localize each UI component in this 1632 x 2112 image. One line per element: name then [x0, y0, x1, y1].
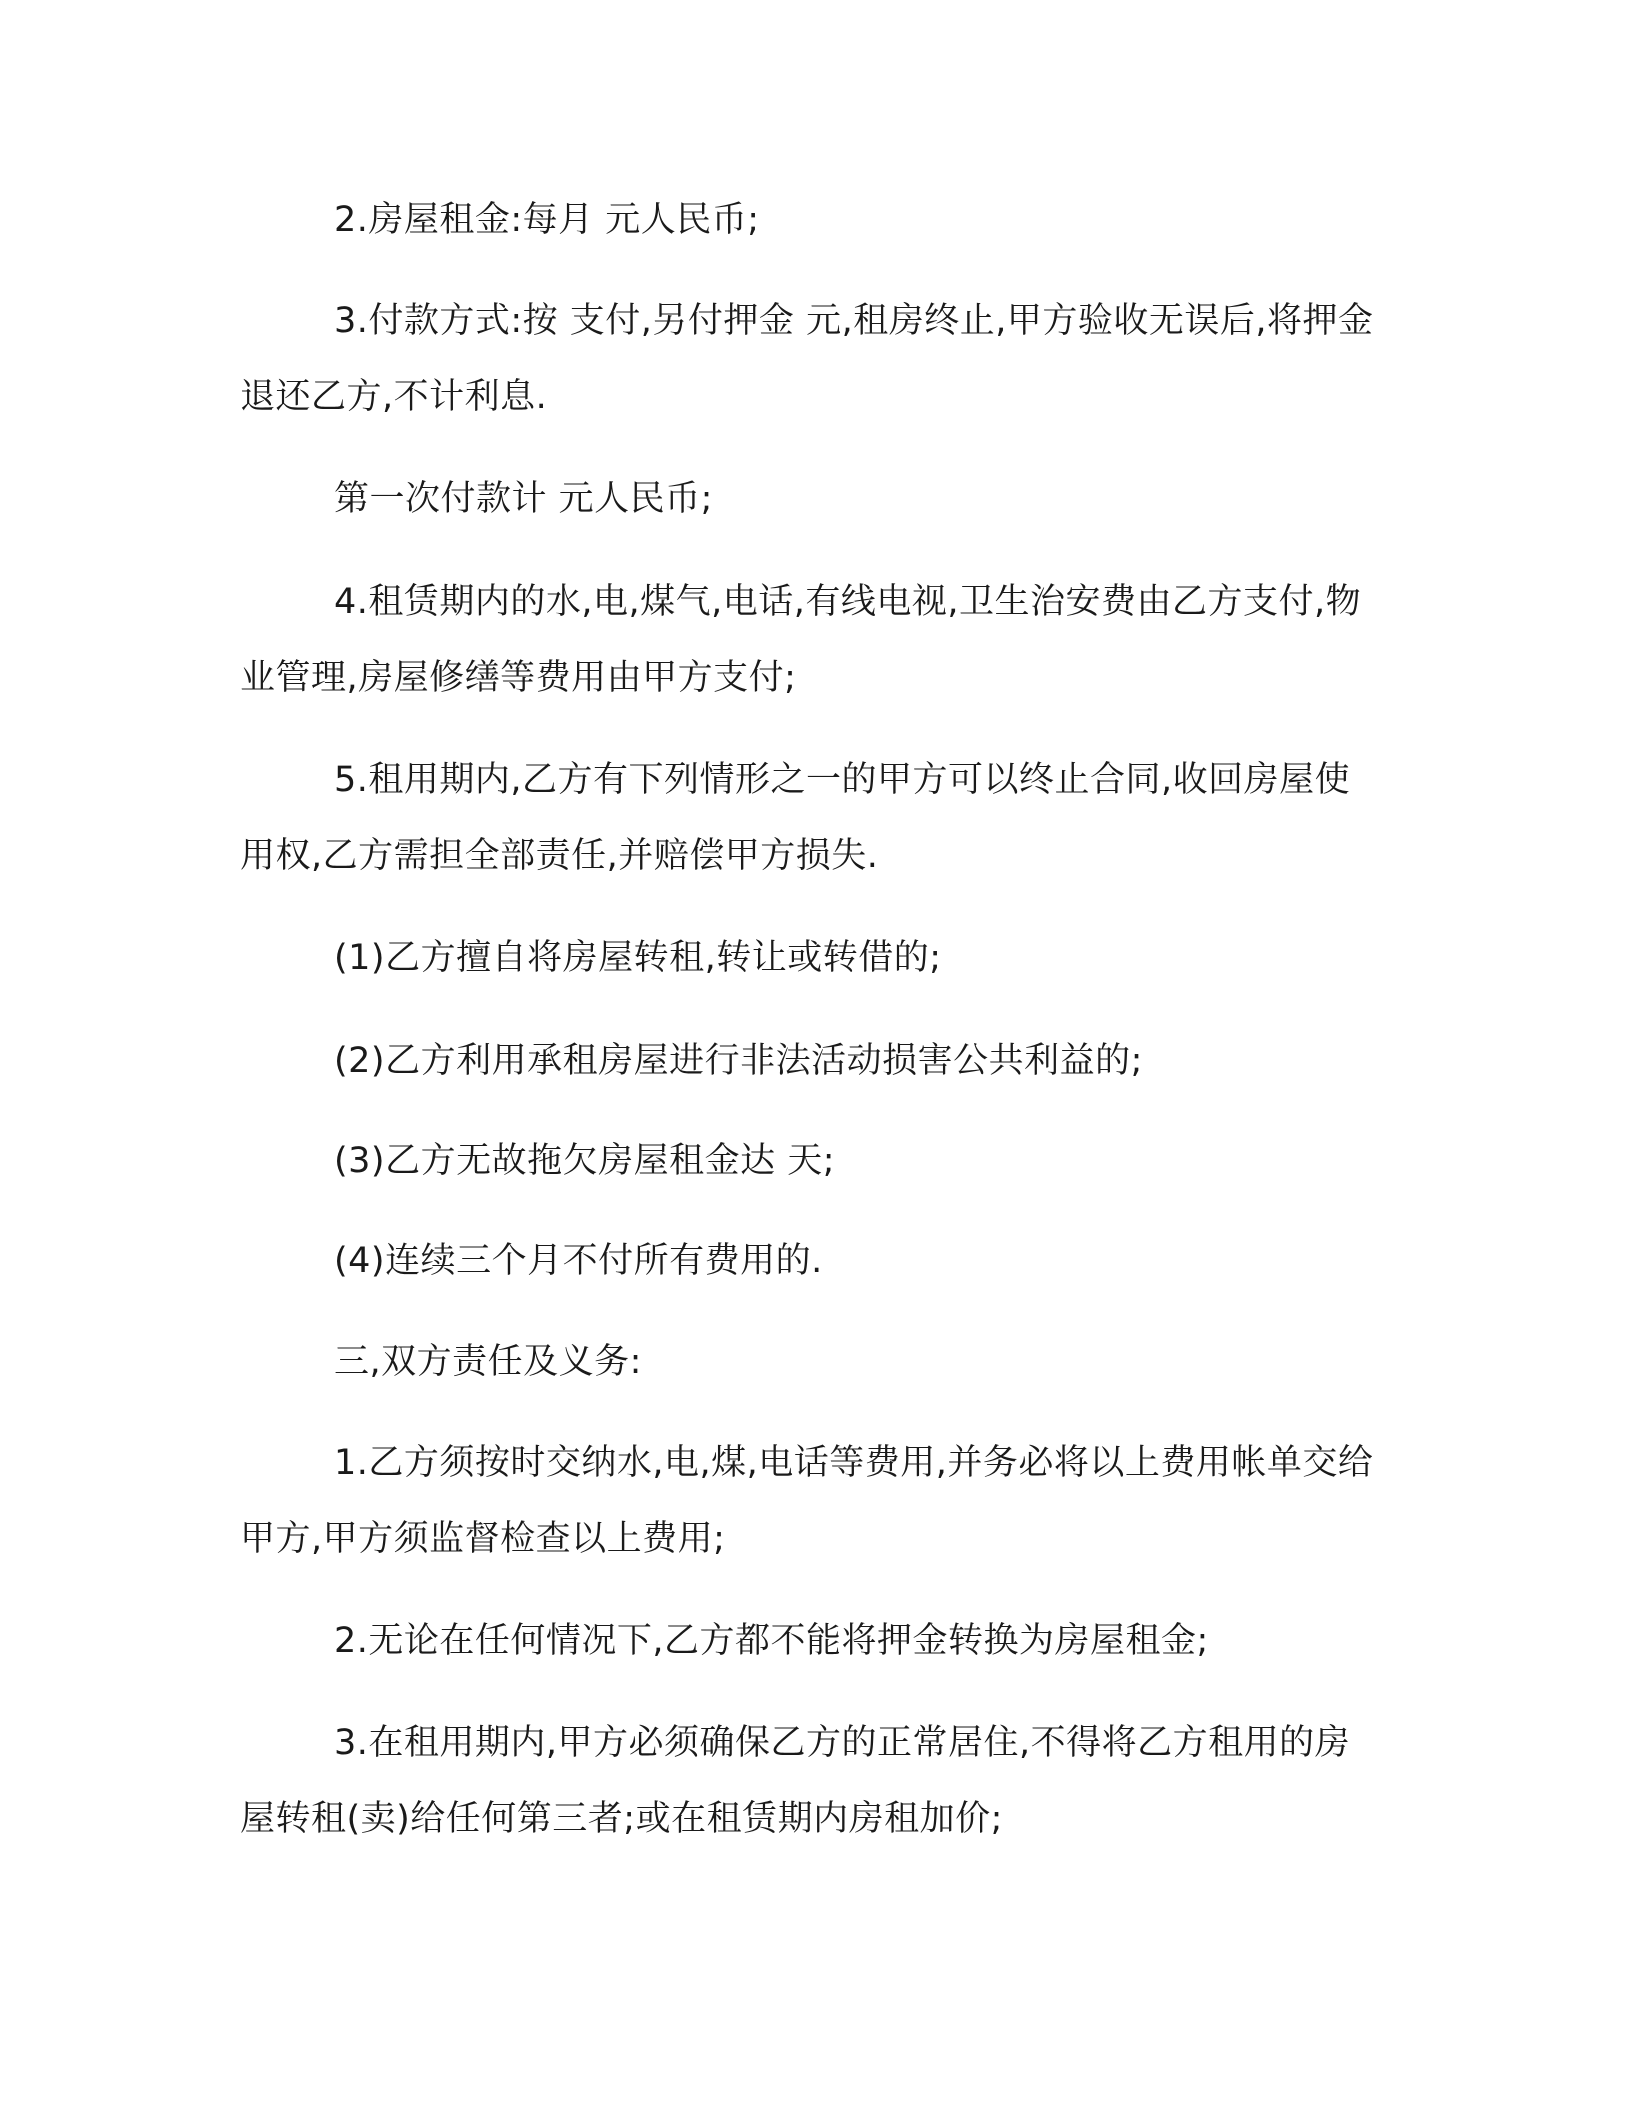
paragraph-clause-2: (2)乙方利用承租房屋进行非法活动损害公共利益的;: [334, 1041, 1143, 1081]
paragraph-utilities: 4.租赁期内的水,电,煤气,电话,有线电视,卫生治安费由乙方支付,物业管理,房屋修缮等费用由甲方支付;: [240, 582, 1362, 698]
paragraph-rent: 2.房屋租金:每月 元人民币;: [334, 200, 760, 240]
section-heading-responsibilities: 三,双方责任及义务:: [334, 1342, 642, 1382]
paragraph-duty-2: 2.无论在任何情况下,乙方都不能将押金转换为房屋租金;: [334, 1621, 1209, 1661]
paragraph-first-payment: 第一次付款计 元人民币;: [334, 479, 713, 519]
paragraph-termination: 5.租用期内,乙方有下列情形之一的甲方可以终止合同,收回房屋使用权,乙方需担全部责任,并赔偿甲方损失.: [240, 760, 1351, 876]
paragraph-payment-method: 3.付款方式:按 支付,另付押金 元,租房终止,甲方验收无误后,将押金退还乙方,不计利息.: [240, 301, 1374, 417]
paragraph-clause-4: (4)连续三个月不付所有费用的.: [334, 1241, 823, 1281]
paragraph-duty-3: 3.在租用期内,甲方必须确保乙方的正常居住,不得将乙方租用的房屋转租(卖)给任何第三者;或在租赁期内房租加价;: [240, 1723, 1351, 1839]
paragraph-clause-3: (3)乙方无故拖欠房屋租金达 天;: [334, 1141, 835, 1181]
paragraph-clause-1: (1)乙方擅自将房屋转租,转让或转借的;: [334, 938, 942, 978]
paragraph-duty-1: 1.乙方须按时交纳水,电,煤,电话等费用,并务必将以上费用帐单交给甲方,甲方须监督检查以上费用;: [240, 1443, 1374, 1559]
